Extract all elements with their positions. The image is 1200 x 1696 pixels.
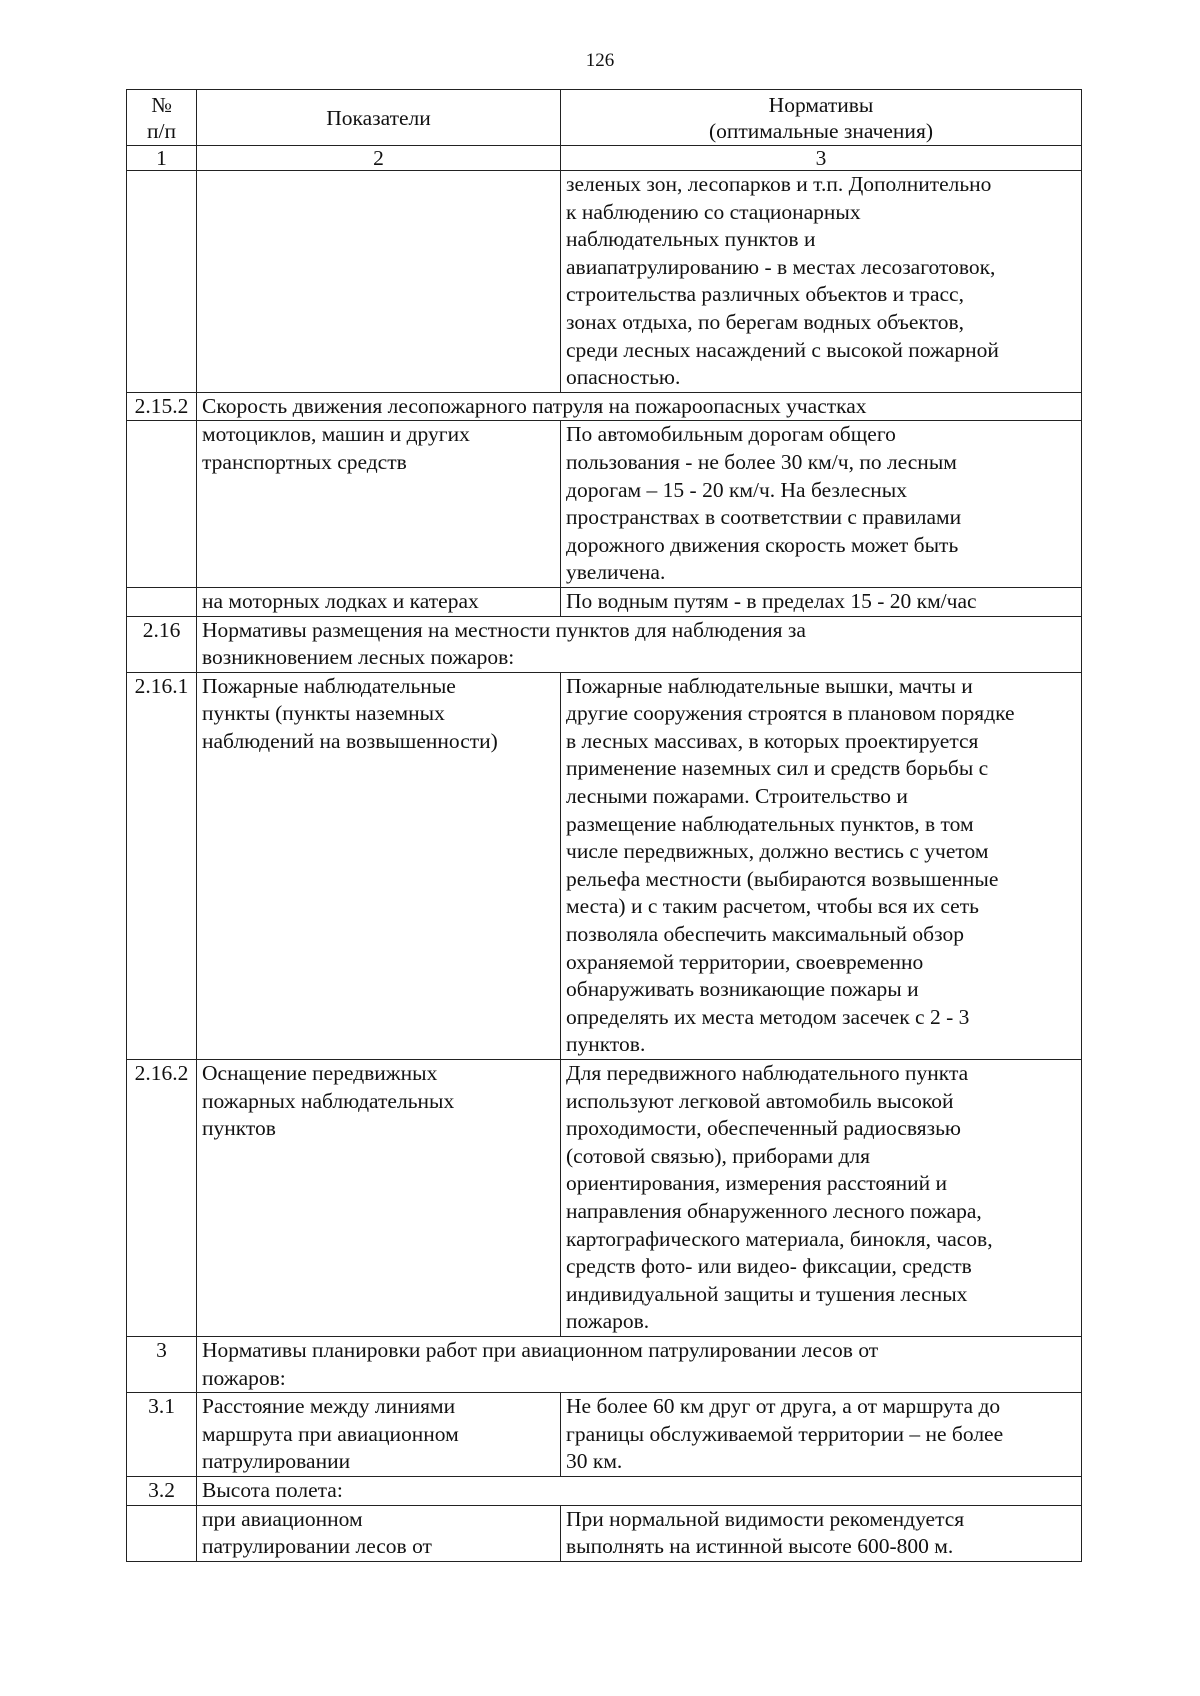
column-index-2: 2 xyxy=(197,146,561,171)
row-number-empty xyxy=(127,1505,197,1561)
row-norm: По автомобильным дорогам общего пользования - не более 30 км/ч, по лесным дорогам – 15 - 20 км/ч. На безлесных пространствах в соответствии с правилами дорожного движения скорость может быть увеличена. xyxy=(561,421,1082,588)
row-number: 3.2 xyxy=(127,1476,197,1505)
row-number: 2.16.1 xyxy=(127,672,197,1059)
row-norm: При нормальной видимости рекомендуется выполнять на истинной высоте 600-800 м. xyxy=(561,1505,1082,1561)
section-row xyxy=(127,392,1082,421)
row-number: 3 xyxy=(127,1336,197,1392)
table-row xyxy=(127,1393,1082,1477)
table-row xyxy=(127,1060,1082,1337)
row-indicator: Расстояние между линиями маршрута при авиационном патрулировании xyxy=(197,1393,561,1477)
row-number: 2.16.2 xyxy=(127,1060,197,1337)
column-index-3: 3 xyxy=(561,146,1082,171)
table-row xyxy=(127,171,1082,393)
header-indicator: Показатели xyxy=(197,90,561,146)
table-row xyxy=(127,1505,1082,1561)
row-number: 2.16 xyxy=(127,616,197,672)
column-index-1: 1 xyxy=(127,146,197,171)
table-row xyxy=(127,587,1082,616)
table-row xyxy=(127,421,1082,588)
section-row xyxy=(127,1476,1082,1505)
column-index-row xyxy=(127,146,1082,171)
header-row xyxy=(127,90,1082,146)
row-number-empty xyxy=(127,421,197,588)
row-norm: По водным путям - в пределах 15 - 20 км/час xyxy=(561,587,1082,616)
row-number: 3.1 xyxy=(127,1393,197,1477)
header-norms: Нормативы (оптимальные значения) xyxy=(561,90,1082,146)
table-row xyxy=(127,672,1082,1059)
section-row xyxy=(127,1336,1082,1392)
row-indicator: Пожарные наблюдательные пункты (пункты наземных наблюдений на возвышенности) xyxy=(197,672,561,1059)
row-indicator: при авиационном патрулировании лесов от xyxy=(197,1505,561,1561)
row-indicator: на моторных лодках и катерах xyxy=(197,587,561,616)
norms-table xyxy=(126,89,1082,1562)
row-number: 2.15.2 xyxy=(127,392,197,421)
section-title: Скорость движения лесопожарного патруля на пожароопасных участках xyxy=(197,392,1082,421)
row-indicator xyxy=(197,171,561,393)
section-title: Высота полета: xyxy=(197,1476,1082,1505)
section-row xyxy=(127,616,1082,672)
section-title: Нормативы размещения на местности пунктов для наблюдения за возникновением лесных пожаров: xyxy=(197,616,1082,672)
row-indicator: мотоциклов, машин и других транспортных средств xyxy=(197,421,561,588)
row-norm: зеленых зон, лесопарков и т.п. Дополнительно к наблюдению со стационарных наблюдательных пунктов и авиапатрулированию - в местах лесозаготовок, строительства различных объектов и трасс, зонах отдыха, по берегам водных объектов, среди лесных насаждений с высокой пожарной опасностью. xyxy=(561,171,1082,393)
row-indicator: Оснащение передвижных пожарных наблюдательных пунктов xyxy=(197,1060,561,1337)
row-norm: Для передвижного наблюдательного пункта используют легковой автомобиль высокой проходимости, обеспеченный радиосвязью (сотовой связью), приборами для ориентирования, измерения расстояний и направления обнаруженного лесного пожара, картографического материала, бинокля, часов, средств фото- или видео- фиксации, средств индивидуальной защиты и тушения лесных пожаров. xyxy=(561,1060,1082,1337)
header-num: № п/п xyxy=(127,90,197,146)
row-number-empty xyxy=(127,587,197,616)
row-number xyxy=(127,171,197,393)
page-number: 126 xyxy=(585,50,615,71)
section-title: Нормативы планировки работ при авиационном патрулировании лесов от пожаров: xyxy=(197,1336,1082,1392)
row-norm: Пожарные наблюдательные вышки, мачты и другие сооружения строятся в плановом порядке в лесных массивах, в которых проектируется применение наземных сил и средств борьбы с лесными пожарами. Строительство и размещение наблюдательных пунктов, в том числе передвижных, должно вестись с учетом рельефа местности (выбираются возвышенные места) и с таким расчетом, чтобы вся их сеть позволяла обеспечить максимальный обзор охраняемой территории, своевременно обнаруживать возникающие пожары и определять их места методом засечек с 2 - 3 пунктов. xyxy=(561,672,1082,1059)
row-norm: Не более 60 км друг от друга, а от маршрута до границы обслуживаемой территории – не более 30 км. xyxy=(561,1393,1082,1477)
